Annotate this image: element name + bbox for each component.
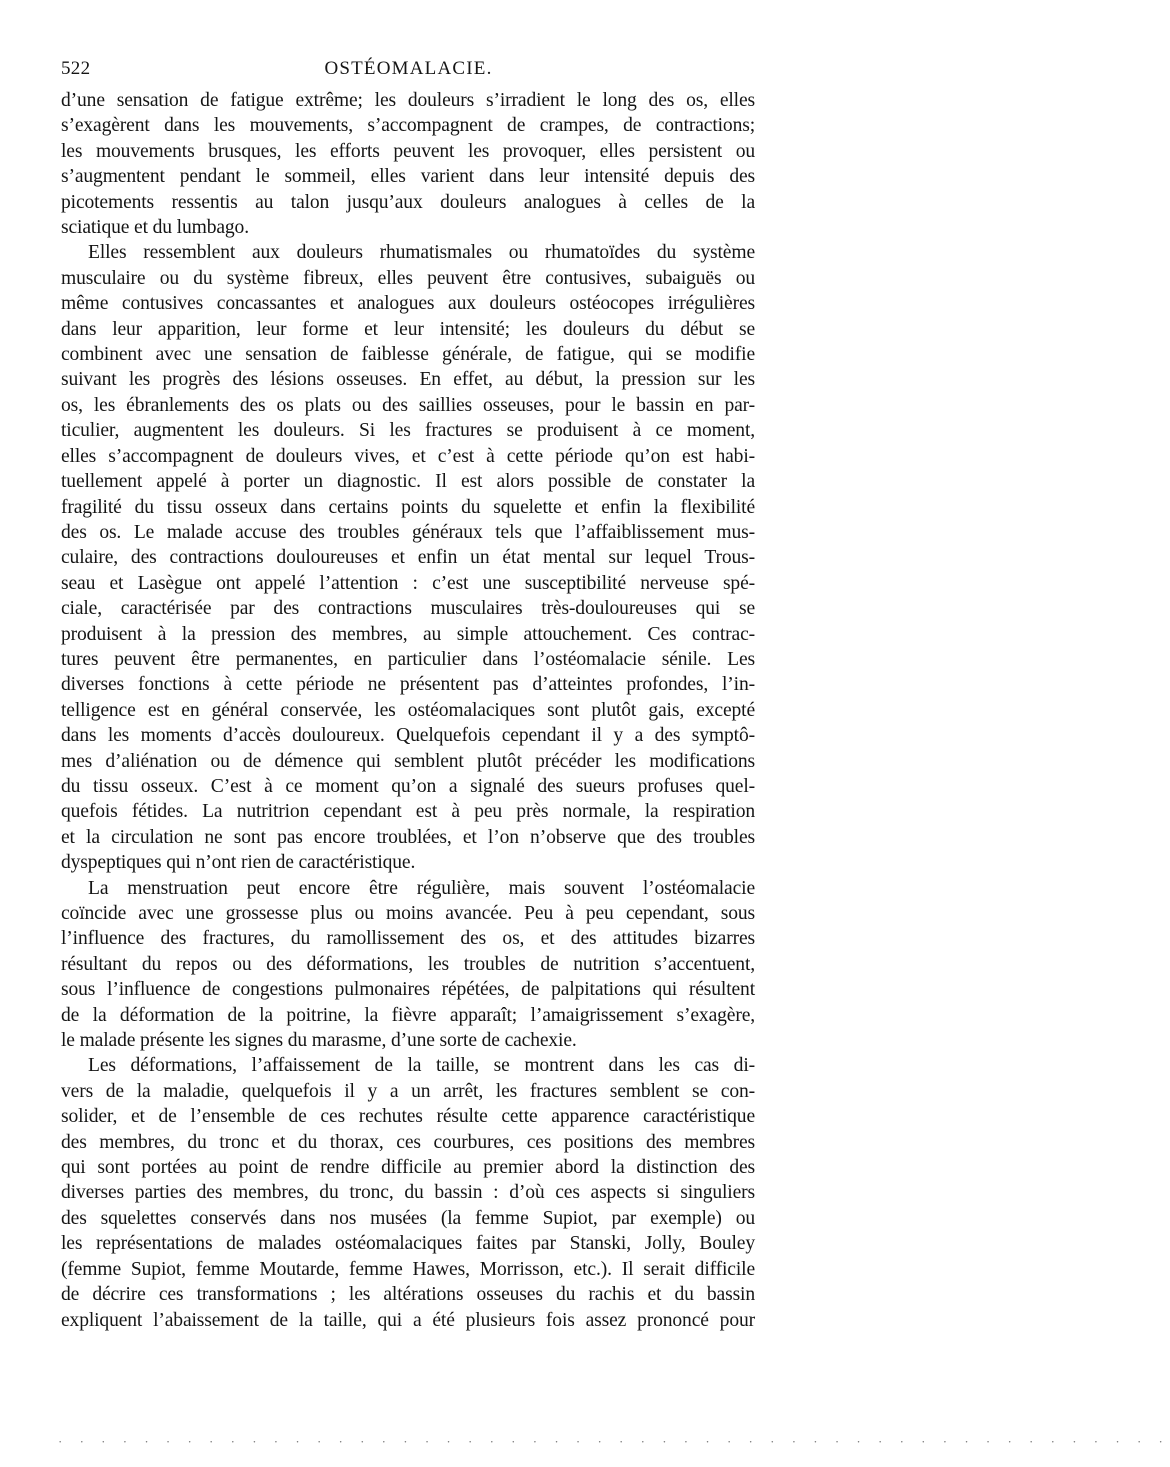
text-line: le malade présente les signes du marasme, d’une sorte de cachexie.: [61, 1030, 577, 1052]
text-line: culaire, des contractions douloureuses et enfin un état mental sur lequel Trous-: [61, 547, 755, 569]
text-line: elles s’accompagnent de douleurs vives, et c’est à cette période qu’on est habi-: [61, 445, 755, 467]
text-line: des membres, du tronc et du thorax, ces courbures, ces positions des membres: [61, 1131, 755, 1153]
text-line: s’augmentent pendant le sommeil, elles varient dans leur intensité depuis des: [61, 166, 755, 188]
text-line: mes d’aliénation ou de démence qui semblent plutôt précéder les modifications: [61, 750, 755, 772]
text-line: fragilité du tissu osseux dans certains points du squelette et enfin la flexibilité: [61, 496, 755, 518]
text-line: dyspeptiques qui n’ont rien de caractéristique.: [61, 852, 416, 874]
text-line: Elles ressemblent aux douleurs rhumatismales ou rhumatoïdes du système: [88, 242, 755, 264]
text-line: du tissu osseux. C’est à ce moment qu’on a signalé des sueurs profuses quel-: [61, 775, 755, 797]
text-line: des squelettes conservés dans nos musées (la femme Supiot, par exemple) ou: [61, 1207, 755, 1229]
paragraph-1: [61, 88, 755, 240]
text-line: dans les moments d’accès douloureux. Quelquefois cependant il y a des symptô-: [61, 725, 755, 747]
paragraph-3: [61, 876, 755, 1054]
text-line: combinent avec une sensation de faiblesse générale, de fatigue, qui se modifie: [61, 344, 755, 366]
text-line: solider, et de l’ensemble de ces rechutes résulte cette apparence caractéristique: [61, 1106, 755, 1128]
text-line: de la déformation de la poitrine, la fièvre apparaît; l’amaigrissement s’exagère,: [61, 1004, 755, 1026]
text-line: coïncide avec une grossesse plus ou moins avancée. Peu à peu cependant, sous: [61, 903, 755, 924]
text-line: des os. Le malade accuse des troubles généraux tels que l’affaiblissement mus-: [61, 521, 755, 543]
text-line: diverses fonctions à cette période ne présentent pas d’atteintes profondes, l’in-: [61, 674, 755, 696]
text-line: tures peuvent être permanentes, en particulier dans l’ostéomalacie sénile. Les: [61, 648, 755, 670]
text-line: Les déformations, l’affaissement de la taille, se montrent dans les cas di-: [88, 1055, 755, 1077]
text-line: La menstruation peut encore être régulière, mais souvent l’ostéomalacie: [88, 877, 755, 899]
text-line: telligence est en général conservée, les ostéomalaciques sont plutôt gais, excepté: [61, 699, 755, 721]
paragraph-2: [61, 240, 755, 875]
text-line: d’une sensation de fatigue extrême; les douleurs s’irradient le long des os, elles: [61, 90, 755, 111]
text-line: quefois fétides. La nutritrion cependant est à peu près normale, la respiration: [61, 801, 755, 823]
running-title: OSTÉOMALACIE.: [324, 58, 493, 79]
text-line: qui sont portées au point de rendre difficile au premier abord la distinction des: [61, 1157, 755, 1179]
text-line: sous l’influence de congestions pulmonaires répétées, de palpitations qui résultent: [61, 979, 755, 1001]
text-line: produisent à la pression des membres, au simple attouchement. Ces contrac-: [61, 623, 755, 645]
text-line: suivant les progrès des lésions osseuses. En effet, au début, la pression sur les: [61, 369, 755, 391]
text-line: (femme Supiot, femme Moutarde, femme Hawes, Morrisson, etc.). Il serait difficile: [61, 1258, 755, 1280]
text-line: de décrire ces transformations ; les altérations osseuses du rachis et du bassin: [61, 1284, 755, 1306]
text-line: dans leur apparition, leur forme et leur intensité; les douleurs du début se: [61, 318, 755, 340]
text-line: vers de la maladie, quelquefois il y a un arrêt, les fractures semblent se con-: [61, 1080, 755, 1102]
text-line: seau et Lasègue ont appelé l’attention : c’est une susceptibilité nerveuse spé-: [61, 572, 755, 594]
text-line: expliquent l’abaissement de la taille, qui a été plusieurs fois assez prononcé pour: [61, 1309, 755, 1331]
text-line: l’influence des fractures, du ramollissement des os, et des attitudes bizarres: [61, 928, 755, 950]
page-number: 522: [61, 58, 91, 79]
text-line: sciatique et du lumbago.: [61, 217, 249, 239]
text-line: diverses parties des membres, du tronc, du bassin : d’où ces aspects si singuliers: [61, 1182, 755, 1204]
text-line: picotements ressentis au talon jusqu’aux douleurs analogues à celles de la: [61, 191, 755, 213]
text-line: ticulier, augmentent les douleurs. Si les fractures se produisent à ce moment,: [61, 420, 755, 442]
text-line: os, les ébranlements des os plats ou des saillies osseuses, pour le bassin en par-: [61, 394, 755, 416]
paragraph-4: [61, 1053, 755, 1332]
text-line: résultant du repos ou des déformations, les troubles de nutrition s’accentuent,: [61, 953, 755, 975]
text-line: les mouvements brusques, les efforts peuvent les provoquer, elles persistent ou: [61, 140, 755, 162]
scan-artifact-dots: · · · · · · · · · · · · · · · · · · · · · · · · · · · · · · · · · · · · · · · · · · · · · · · · · · · ·: [58, 1434, 1170, 1449]
body-text: [61, 88, 755, 1333]
text-line: et la circulation ne sont pas encore troublées, et l’on n’observe que des troubles: [61, 826, 755, 848]
text-line: les représentations de malades ostéomalaciques faites par Stanski, Jolly, Bouley: [61, 1233, 755, 1255]
text-line: même contusives concassantes et analogues aux douleurs ostéocopes irrégulières: [61, 293, 755, 315]
text-line: tuellement appelé à porter un diagnostic. Il est alors possible de constater la: [61, 471, 755, 493]
text-line: musculaire ou du système fibreux, elles peuvent être contusives, subaiguës ou: [61, 267, 755, 289]
text-line: ciale, caractérisée par des contractions musculaires très-douloureuses qui se: [61, 598, 755, 620]
page-header: [61, 52, 756, 80]
text-line: s’exagèrent dans les mouvements, s’accompagnent de crampes, de contractions;: [61, 115, 755, 137]
